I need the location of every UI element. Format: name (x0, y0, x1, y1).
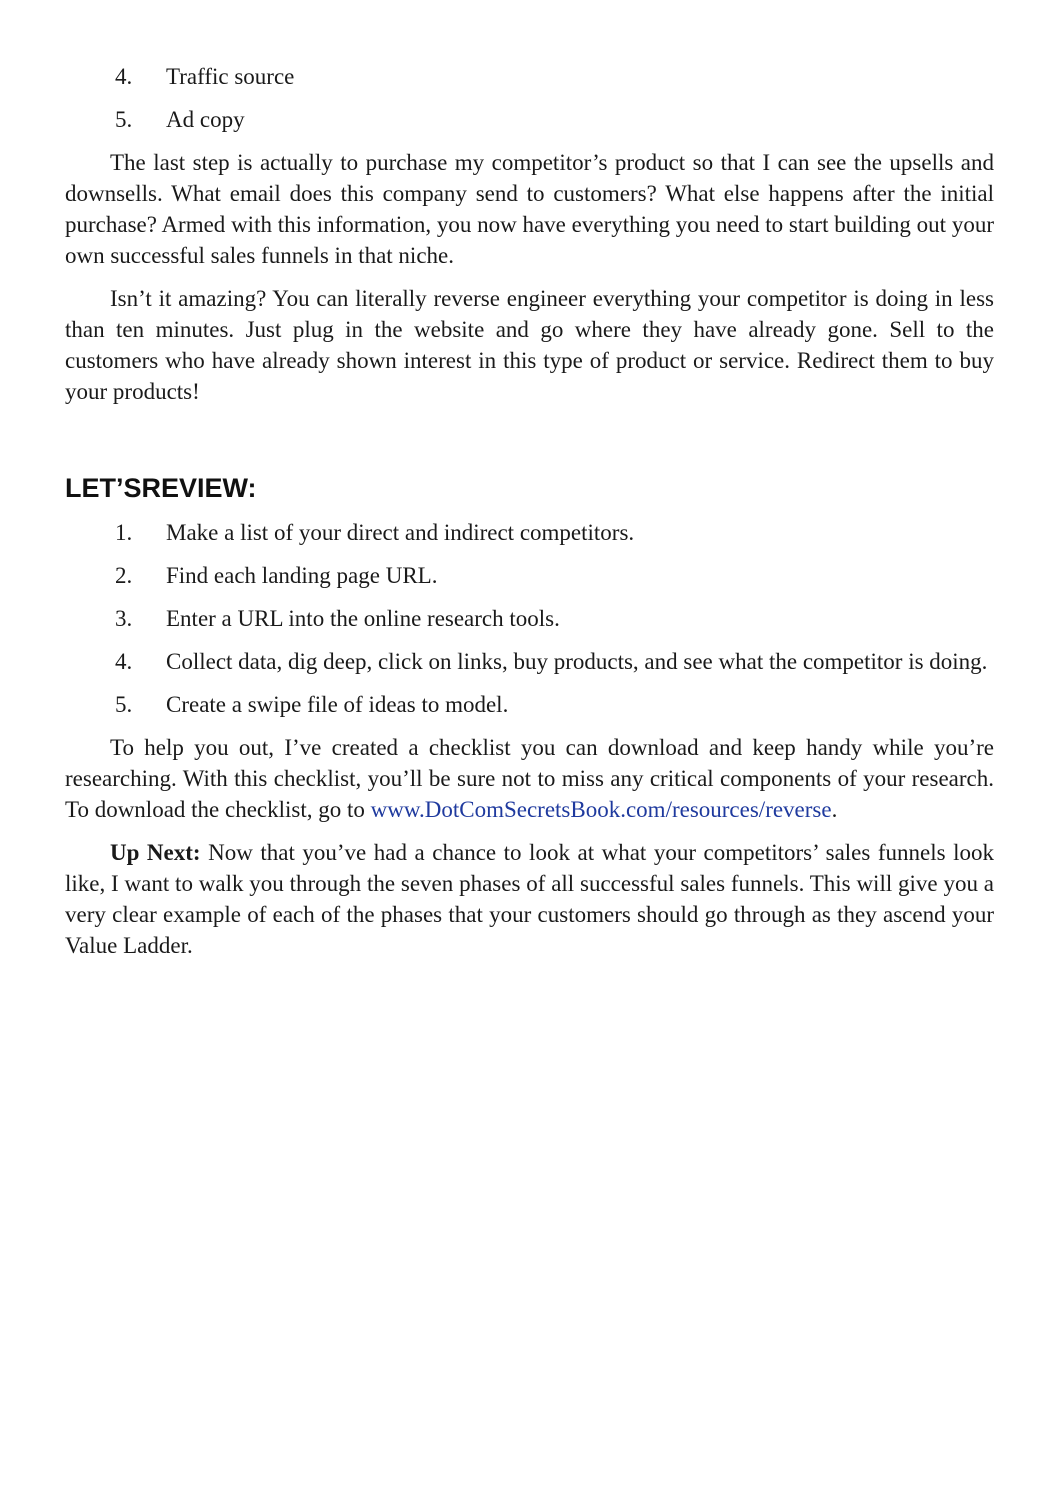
list-item-number: 2. (115, 563, 133, 588)
list-item-text: Ad copy (166, 107, 245, 132)
list-item (65, 517, 994, 548)
list-item-number: 3. (115, 606, 133, 631)
list-item (65, 603, 994, 634)
paragraph-checklist (65, 732, 994, 825)
list-item-number: 1. (115, 520, 133, 545)
list-item-number: 5. (115, 692, 133, 717)
list-item-number: 5. (115, 107, 133, 132)
list-item-text: Traffic source (166, 64, 295, 89)
list-item-number: 4. (115, 649, 133, 674)
resources-link[interactable]: www.DotComSecretsBook.com/resources/reverse (370, 797, 832, 822)
list-item (65, 646, 994, 677)
checklist-text: To help you out, I’ve created a checklist you can download and keep handy while you’re researching. With this checklist, you’ll be sure not to miss any critical components of your research. To download the checklist, go to (65, 735, 994, 822)
list-item-text: Make a list of your direct and indirect competitors. (166, 520, 635, 545)
up-next-label: Up Next: (110, 840, 201, 865)
list-item (65, 560, 994, 591)
list-item-text: Enter a URL into the online research tools. (166, 606, 560, 631)
checklist-period: . (831, 797, 838, 822)
top-list (65, 61, 994, 135)
paragraph-reverse-engineer: Isn’t it amazing? You can literally reverse engineer everything your competitor is doing in less than ten minutes. Just plug in the website and go where they have already gone. Sell to the customers who have already shown interest in this type of product or service. Redirect them to buy your products! (65, 286, 994, 404)
list-item-number: 4. (115, 64, 133, 89)
section-heading: LET’SREVIEW: (65, 473, 257, 503)
list-item (65, 689, 994, 720)
list-item (65, 61, 994, 92)
paragraph-up-next (65, 837, 994, 961)
list-item (65, 104, 994, 135)
paragraph-purchase-competitor: The last step is actually to purchase my competitor’s product so that I can see the upsells and downsells. What email does this company send to customers? What else happens after the initial purchase? Armed with this information, you now have everything you need to start building out your own successful sales funnels in that niche. (65, 150, 994, 268)
review-list (65, 517, 994, 720)
list-item-text: Find each landing page URL. (166, 563, 438, 588)
list-item-text: Create a swipe file of ideas to model. (166, 692, 509, 717)
up-next-text: Now that you’ve had a chance to look at what your competitors’ sales funnels look like, I want to walk you through the seven phases of all successful sales funnels. This will give you a very clear example of each of the phases that your customers should go through as they ascend your Value Ladder. (65, 840, 994, 958)
document-page (65, 61, 994, 973)
list-item-text: Collect data, dig deep, click on links, buy products, and see what the competitor is doing. (166, 649, 988, 674)
